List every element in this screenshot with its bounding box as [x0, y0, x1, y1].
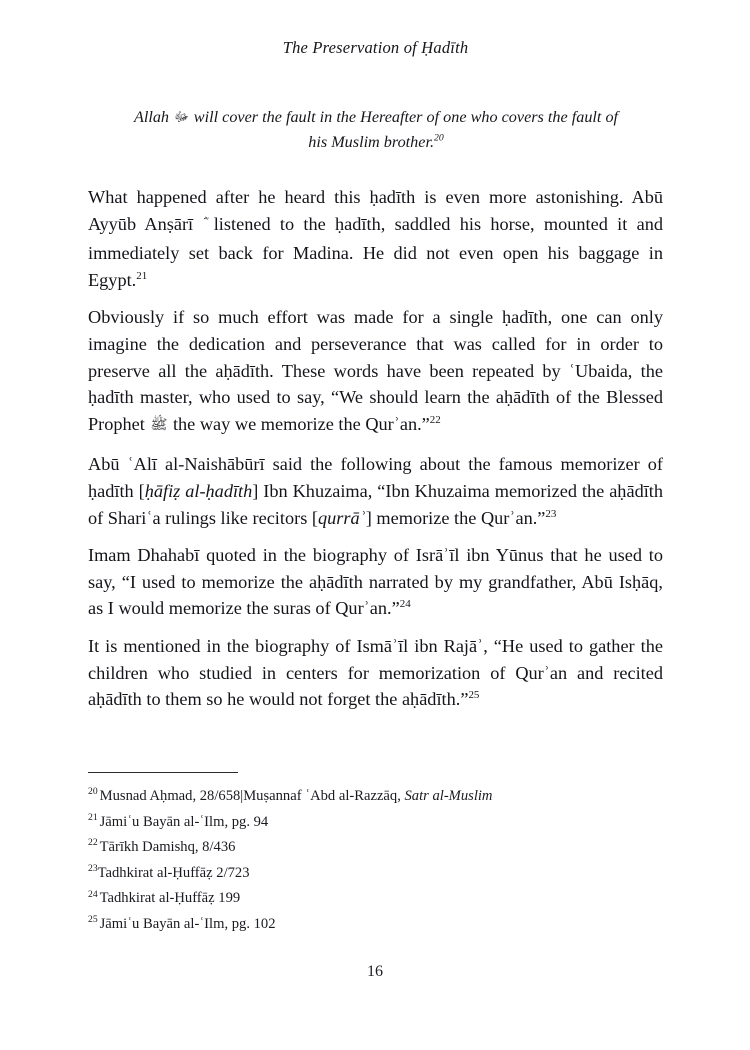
- paragraph-4: [88, 542, 663, 622]
- footnote-item: [88, 784, 663, 810]
- footnote-item: [88, 886, 663, 912]
- paragraph-4-segment-1: Imam Dhahabī quoted in the biography of Isrāʾīl ibn Yūnus that he used to say, “I used to memorize the aḥādīth narrated by my grandfather, Abū Isḥāq, as I would memorize the suras of Qurʾan.”: [88, 545, 663, 619]
- footnote-item: [88, 835, 663, 861]
- footnote-separator-rule: [88, 772, 238, 773]
- footnote-text: Jāmiʿu Bayān al-ʿIlm, pg. 94: [99, 813, 269, 830]
- paragraph-1-segment-1: What happened after he heard this ḥadīth is even more astonishing. Abū Ayyūb Anṣārī: [88, 187, 663, 234]
- footnote-number: 25: [88, 914, 98, 926]
- sallallahu-alayhi-wasallam-honorific-icon: ﷺ: [150, 417, 168, 433]
- footnote-ref-25[interactable]: 25: [468, 689, 480, 701]
- epigraph-text-rest: will cover the fault in the Hereafter of one who covers: [189, 108, 544, 126]
- running-header: The Preservation of Ḥadīth: [282, 38, 469, 57]
- footnote-item: [88, 912, 663, 938]
- jalla-jalaluhu-honorific-icon: ﷻ: [174, 109, 189, 124]
- footnote-text: Tārīkh Damishq, 8/436: [99, 839, 236, 856]
- footnote-text: Tadhkirat al-Ḥuffāẓ 2/723: [97, 864, 250, 881]
- paragraph-1-segment-2: listened to the ḥadīth, saddled his horse, mounted it and immediately set back for Madina. He did not even open his baggage in Egypt.: [88, 213, 663, 290]
- term-qurra: qurrāʾ: [317, 507, 366, 528]
- paragraph-2-segment-1: Obviously if so much effort was made for a single ḥadīth, one can only imagine the dedication and perseverance that was called for in order to preserve all the aḥādīth. These words have been repeated by ʿUbaida, the ḥadīth master, who used to say, “We should learn the aḥādīth of the Blessed Prophet: [88, 307, 663, 434]
- paragraph-1: [88, 184, 663, 293]
- footnote-ref-23[interactable]: 23: [545, 507, 557, 520]
- footnote-number: 21: [88, 811, 98, 823]
- footnote-number: 22: [88, 837, 98, 849]
- footnote-item: [88, 810, 663, 836]
- footnote-number: 23: [88, 862, 98, 874]
- epigraph-text-lead: Allah: [133, 108, 174, 126]
- paragraph-2-segment-2: the way we memorize the Qurʾan.”: [168, 413, 430, 434]
- term-hafiz-al-hadith: ḥāfiẓ al-ḥadīth: [144, 480, 253, 501]
- footnote-item: [88, 861, 663, 887]
- paragraph-3-segment-1: Abū ʿAlī al-Naishābūrī said the following about the famous memorizer of ḥadīth [: [88, 454, 663, 501]
- epigraph-quote: [130, 105, 622, 155]
- footnote-text: Jāmiʿu Bayān al-ʿIlm, pg. 102: [99, 915, 276, 932]
- paragraph-5-segment-1: It is mentioned in the biography of Ismāʾīl ibn Rajāʾ, “He used to gather the children who studied in centers for memorization of Qurʾan and recited aḥādīth to them so he would not forget the aḥādīth.”: [88, 635, 663, 710]
- epigraph-line-two: the fault of his Muslim brother.: [308, 108, 619, 151]
- footnote-ref-21[interactable]: 21: [136, 269, 148, 282]
- footnote-ref-24[interactable]: 24: [399, 598, 411, 611]
- footnote-text: Musnad Aḥmad, 28/658|Muṣannaf ʿAbd al-Razzāq,: [99, 788, 405, 804]
- body-text-block: [88, 184, 663, 713]
- footnote-ref-22[interactable]: 22: [429, 413, 441, 426]
- footnote-title-italic: Satr al-Muslim: [404, 788, 493, 804]
- footnote-text: Tadhkirat al-Ḥuffāẓ 199: [99, 890, 241, 907]
- paragraph-3: [88, 451, 663, 531]
- paragraph-3-segment-2: ] Ibn Khuzaima, “Ibn Khuzaima memorized the aḥādīth of Shariʿa rulings like recitors [: [88, 480, 664, 528]
- paragraph-3-segment-3: ] memorize the Qurʾan.”: [365, 507, 546, 528]
- epigraph-footnote-ref[interactable]: 20: [434, 132, 444, 144]
- page-number: 16: [367, 963, 383, 980]
- footnotes-section: [88, 772, 663, 938]
- paragraph-5: [88, 633, 663, 713]
- footnote-number: 24: [88, 888, 98, 900]
- paragraph-2: [88, 304, 663, 440]
- footnote-number: 20: [88, 786, 98, 798]
